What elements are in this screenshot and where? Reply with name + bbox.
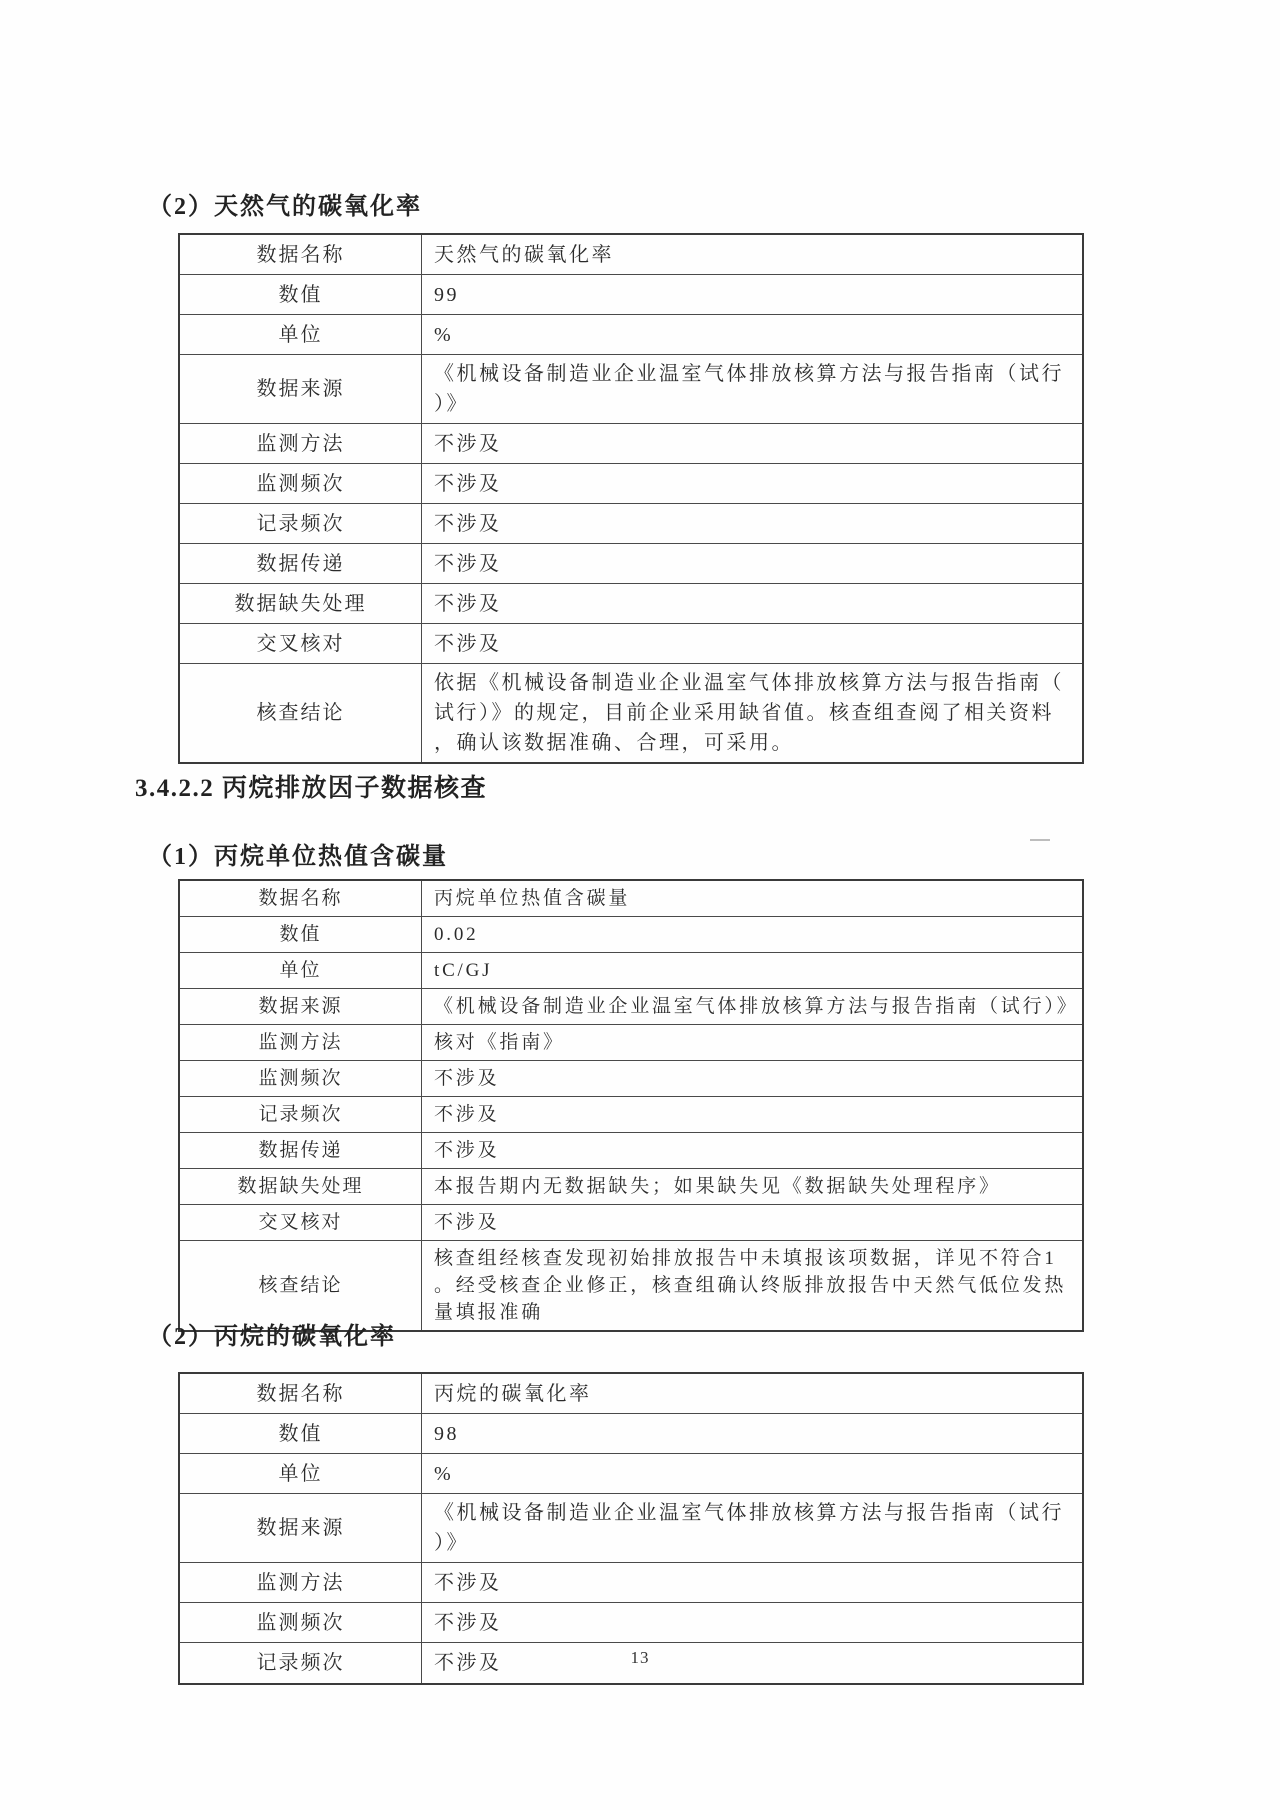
row-value: % [434,1462,454,1485]
heading-propane-carbon-content: （1）丙烷单位热值含碳量 [148,844,448,870]
table-row [180,1563,1082,1603]
row-label: 核查结论 [180,664,422,762]
row-label: 数据来源 [180,1494,422,1562]
row-value: 99 [434,283,459,306]
row-label: 监测方法 [180,424,422,463]
scan-artifact-line [1030,839,1050,841]
row-value: 不涉及 [434,1652,502,1674]
row-label: 数值 [180,275,422,314]
table-row [180,1603,1082,1643]
table-row [180,1025,1082,1061]
table-row [180,1454,1082,1494]
row-value: 0.02 [434,924,479,945]
table-row [180,424,1082,464]
table-row [180,664,1082,762]
row-value: 不涉及 [434,432,502,455]
row-value: % [434,323,454,346]
row-label: 记录频次 [180,1643,422,1683]
table-row [180,235,1082,275]
table-row [180,584,1082,624]
row-value: 不涉及 [434,1104,500,1125]
row-label: 数据缺失处理 [180,584,422,623]
row-label: 单位 [180,315,422,354]
table-row [180,544,1082,584]
table-row [180,1374,1082,1414]
table-row [180,1097,1082,1133]
row-value: tC/GJ [434,960,493,981]
row-label: 数据名称 [180,881,422,916]
table-row [180,989,1082,1025]
table-row [180,504,1082,544]
row-value: 天然气的碳氧化率 [434,243,614,266]
row-label: 单位 [180,1454,422,1493]
row-value: 98 [434,1422,459,1445]
row-label: 数据来源 [180,989,422,1024]
table-row [180,275,1082,315]
row-label: 记录频次 [180,1097,422,1132]
row-value: 不涉及 [434,1571,502,1594]
table-row [180,881,1082,917]
heading-propane-oxidation: （2）丙烷的碳氧化率 [148,1324,396,1350]
table-row [180,1414,1082,1454]
table-row [180,1205,1082,1241]
row-value: 不涉及 [434,1068,500,1089]
row-value: 本报告期内无数据缺失；如果缺失见《数据缺失处理程序》 [434,1176,1001,1197]
table-row [180,917,1082,953]
table-row [180,464,1082,504]
table-propane-carbon-content [178,879,1084,1332]
row-label: 交叉核对 [180,1205,422,1240]
row-value: 丙烷的碳氧化率 [434,1382,592,1405]
row-label: 数据名称 [180,235,422,274]
table-natural-gas-oxidation [178,233,1084,764]
table-row [180,1133,1082,1169]
heading-natural-gas-oxidation: （2）天然气的碳氧化率 [148,194,422,220]
row-value: 不涉及 [434,512,502,535]
row-value: 依据《机械设备制造业企业温室气体排放核算方法与报告指南（试行）》的规定，目前企业采用缺省值。核查组查阅了相关资料，确认该数据准确、合理，可采用。 [434,672,1064,754]
row-value: 不涉及 [434,592,502,615]
row-label: 核查结论 [180,1241,422,1330]
table-row [180,953,1082,989]
table-row [180,315,1082,355]
row-label: 数据缺失处理 [180,1169,422,1204]
row-label: 监测方法 [180,1563,422,1602]
row-value: 不涉及 [434,632,502,655]
row-value: 不涉及 [434,1611,502,1634]
page-number: 13 [630,1648,650,1667]
row-label: 数值 [180,1414,422,1453]
row-label: 监测频次 [180,464,422,503]
heading-section-3-4-2-2: 3.4.2.2 丙烷排放因子数据核查 [135,775,488,802]
row-value: 《机械设备制造业企业温室气体排放核算方法与报告指南（试行）》 [434,1502,1064,1554]
row-label: 监测频次 [180,1061,422,1096]
row-label: 数据来源 [180,355,422,423]
row-value: 不涉及 [434,1140,500,1161]
row-label: 单位 [180,953,422,988]
row-label: 数据传递 [180,1133,422,1168]
row-label: 监测方法 [180,1025,422,1060]
table-row [180,1494,1082,1563]
row-label: 记录频次 [180,504,422,543]
row-label: 监测频次 [180,1603,422,1642]
table-row [180,1061,1082,1097]
row-label: 数据名称 [180,1374,422,1413]
row-value: 《机械设备制造业企业温室气体排放核算方法与报告指南（试行）》 [434,363,1064,415]
row-label: 数据传递 [180,544,422,583]
row-label: 数值 [180,917,422,952]
row-value: 《机械设备制造业企业温室气体排放核算方法与报告指南（试行）》 [434,996,1079,1017]
table-row [180,355,1082,424]
row-value: 不涉及 [434,552,502,575]
row-value: 核对《指南》 [434,1032,565,1053]
row-value: 核查组经核查发现初始排放报告中未填报该项数据，详见不符合1。经受核查企业修正，核查组确认终版排放报告中天然气低位发热量填报准确 [434,1248,1067,1323]
row-value: 不涉及 [434,1212,500,1233]
table-row [180,624,1082,664]
row-value: 不涉及 [434,472,502,495]
row-label: 交叉核对 [180,624,422,663]
table-propane-oxidation [178,1372,1084,1685]
table-row [180,1169,1082,1205]
row-value: 丙烷单位热值含碳量 [434,888,631,909]
